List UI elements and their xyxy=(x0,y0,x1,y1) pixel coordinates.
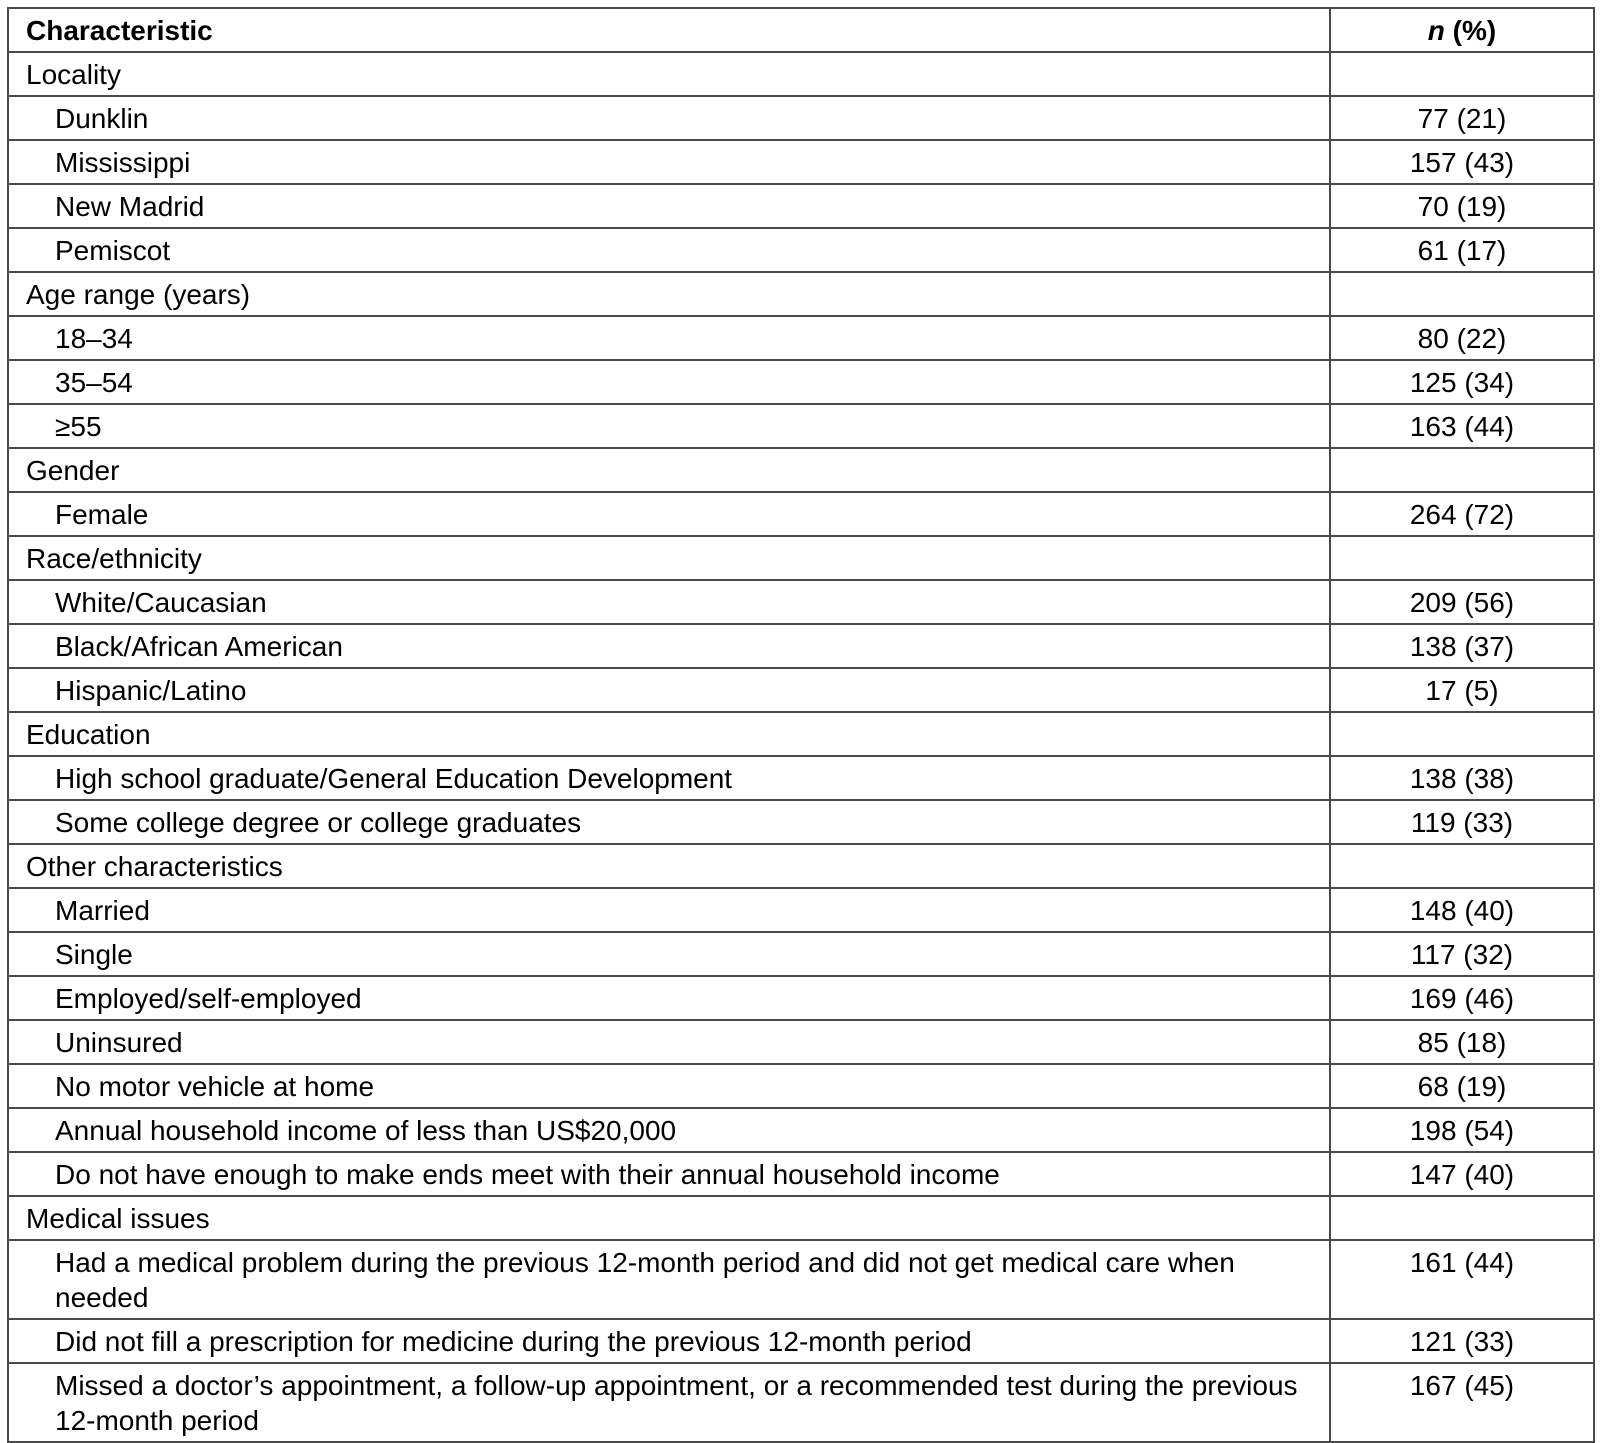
row-value: 17 (5) xyxy=(1330,668,1594,712)
table-row xyxy=(8,316,1594,360)
section-label: Age range (years) xyxy=(8,272,1330,316)
row-value xyxy=(1330,844,1594,888)
row-label: Married xyxy=(8,888,1330,932)
row-value: 148 (40) xyxy=(1330,888,1594,932)
table-row xyxy=(8,184,1594,228)
row-label: Had a medical problem during the previous 12-month period and did not get medical care when needed xyxy=(8,1240,1330,1319)
row-value xyxy=(1330,52,1594,96)
table-section-row xyxy=(8,536,1594,580)
row-label: Single xyxy=(8,932,1330,976)
row-value: 68 (19) xyxy=(1330,1064,1594,1108)
row-value: 167 (45) xyxy=(1330,1363,1594,1442)
row-value: 85 (18) xyxy=(1330,1020,1594,1064)
row-label: White/Caucasian xyxy=(8,580,1330,624)
header-percent: (%) xyxy=(1444,15,1497,46)
table-section-row xyxy=(8,844,1594,888)
header-characteristic: Characteristic xyxy=(8,8,1330,52)
row-value: 70 (19) xyxy=(1330,184,1594,228)
section-label: Medical issues xyxy=(8,1196,1330,1240)
table-row xyxy=(8,800,1594,844)
row-value xyxy=(1330,712,1594,756)
row-label: Mississippi xyxy=(8,140,1330,184)
table-row xyxy=(8,1108,1594,1152)
table-row xyxy=(8,1319,1594,1363)
row-value: 163 (44) xyxy=(1330,404,1594,448)
header-n: n xyxy=(1427,15,1445,46)
row-value: 119 (33) xyxy=(1330,800,1594,844)
row-value xyxy=(1330,1196,1594,1240)
characteristics-table xyxy=(7,7,1595,1443)
table-row xyxy=(8,976,1594,1020)
table-row xyxy=(8,492,1594,536)
header-n-percent xyxy=(1330,8,1594,52)
table-row xyxy=(8,932,1594,976)
row-label: Did not fill a prescription for medicine during the previous 12-month period xyxy=(8,1319,1330,1363)
row-value: 157 (43) xyxy=(1330,140,1594,184)
row-value: 125 (34) xyxy=(1330,360,1594,404)
table-row xyxy=(8,1152,1594,1196)
table-row xyxy=(8,756,1594,800)
row-label: ≥55 xyxy=(8,404,1330,448)
row-label: 18–34 xyxy=(8,316,1330,360)
section-label: Race/ethnicity xyxy=(8,536,1330,580)
row-value: 209 (56) xyxy=(1330,580,1594,624)
table-row xyxy=(8,624,1594,668)
row-value: 138 (37) xyxy=(1330,624,1594,668)
table-section-row xyxy=(8,712,1594,756)
row-label: 35–54 xyxy=(8,360,1330,404)
row-value: 161 (44) xyxy=(1330,1240,1594,1319)
table-row xyxy=(8,228,1594,272)
row-label: High school graduate/General Education Development xyxy=(8,756,1330,800)
row-value: 198 (54) xyxy=(1330,1108,1594,1152)
row-value: 80 (22) xyxy=(1330,316,1594,360)
section-label: Locality xyxy=(8,52,1330,96)
row-label: Annual household income of less than US$20,000 xyxy=(8,1108,1330,1152)
section-label: Other characteristics xyxy=(8,844,1330,888)
table-row xyxy=(8,668,1594,712)
row-value: 77 (21) xyxy=(1330,96,1594,140)
row-value: 61 (17) xyxy=(1330,228,1594,272)
row-label: Missed a doctor’s appointment, a follow-up appointment, or a recommended test during the previous 12-month period xyxy=(8,1363,1330,1442)
section-label: Gender xyxy=(8,448,1330,492)
table-body xyxy=(8,52,1594,1442)
row-label: Black/African American xyxy=(8,624,1330,668)
table-row xyxy=(8,1020,1594,1064)
row-label: Uninsured xyxy=(8,1020,1330,1064)
table-row xyxy=(8,360,1594,404)
table-row xyxy=(8,140,1594,184)
row-label: No motor vehicle at home xyxy=(8,1064,1330,1108)
table-section-row xyxy=(8,52,1594,96)
row-value: 138 (38) xyxy=(1330,756,1594,800)
table-row xyxy=(8,580,1594,624)
section-label: Education xyxy=(8,712,1330,756)
row-value xyxy=(1330,448,1594,492)
table-row xyxy=(8,888,1594,932)
table-header-row xyxy=(8,8,1594,52)
row-value: 264 (72) xyxy=(1330,492,1594,536)
row-label: Employed/self-employed xyxy=(8,976,1330,1020)
table-row xyxy=(8,1363,1594,1442)
row-value: 147 (40) xyxy=(1330,1152,1594,1196)
table-section-row xyxy=(8,272,1594,316)
row-label: Dunklin xyxy=(8,96,1330,140)
row-label: Some college degree or college graduates xyxy=(8,800,1330,844)
row-value: 117 (32) xyxy=(1330,932,1594,976)
table-row xyxy=(8,404,1594,448)
row-label: Hispanic/Latino xyxy=(8,668,1330,712)
row-value xyxy=(1330,536,1594,580)
table-row xyxy=(8,1064,1594,1108)
row-value xyxy=(1330,272,1594,316)
table-row xyxy=(8,1240,1594,1319)
row-value: 121 (33) xyxy=(1330,1319,1594,1363)
row-label: Do not have enough to make ends meet with their annual household income xyxy=(8,1152,1330,1196)
row-label: New Madrid xyxy=(8,184,1330,228)
table-section-row xyxy=(8,1196,1594,1240)
row-value: 169 (46) xyxy=(1330,976,1594,1020)
row-label: Pemiscot xyxy=(8,228,1330,272)
table-row xyxy=(8,96,1594,140)
row-label: Female xyxy=(8,492,1330,536)
table-section-row xyxy=(8,448,1594,492)
